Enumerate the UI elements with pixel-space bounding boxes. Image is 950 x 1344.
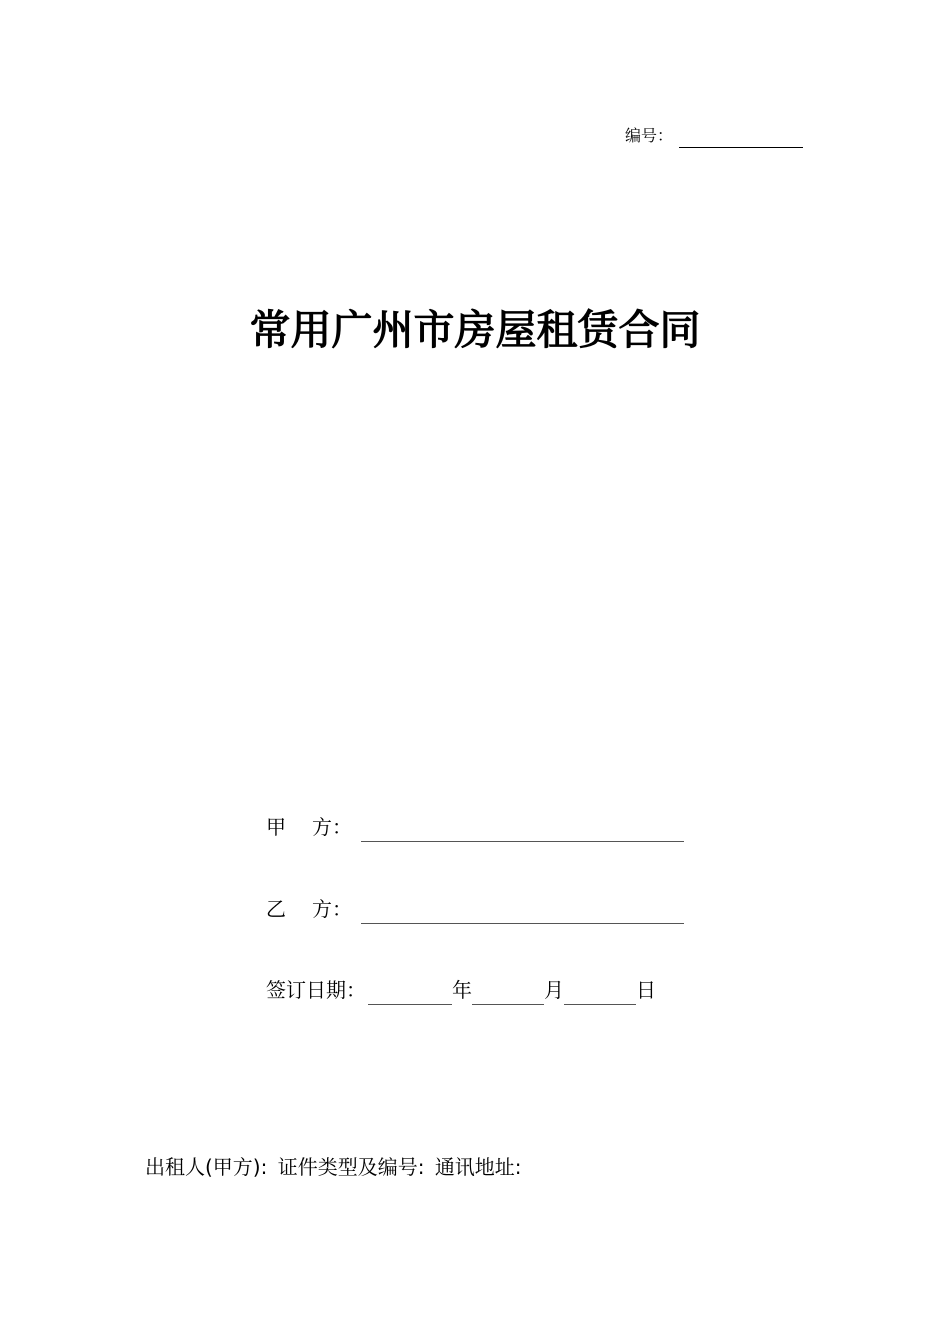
signing-month-unit: 月 [544, 978, 564, 1002]
party-a-field [266, 812, 684, 842]
serial-number-field [625, 124, 803, 148]
contract-title: 常用广州市房屋租赁合同 [249, 306, 701, 354]
party-b-field [266, 894, 684, 924]
party-a-label-suffix: 方： [312, 815, 352, 839]
lessor-id-label: 证件类型及编号: [277, 1155, 425, 1179]
party-a-blank[interactable] [361, 819, 684, 842]
party-b-label-char: 乙 [266, 897, 286, 921]
lessor-label: 出租人(甲方): [145, 1155, 268, 1179]
signing-month-blank[interactable] [472, 982, 544, 1005]
party-a-label [266, 812, 361, 842]
party-b-label-suffix: 方： [312, 897, 352, 921]
signing-date-label: 签订日期： [266, 978, 366, 1002]
lessor-address-label: 通讯地址: [434, 1155, 522, 1179]
serial-number-blank[interactable] [679, 127, 803, 148]
party-b-label [266, 894, 361, 924]
signing-day-unit: 日 [636, 978, 656, 1002]
signing-year-blank[interactable] [368, 982, 452, 1005]
signing-year-unit: 年 [452, 978, 472, 1002]
lessor-info-line [145, 1152, 522, 1182]
party-b-blank[interactable] [361, 901, 684, 924]
serial-number-label: 编号： [625, 126, 674, 145]
signing-day-blank[interactable] [564, 982, 636, 1005]
party-a-label-char: 甲 [266, 815, 286, 839]
signing-date-field [266, 975, 656, 1005]
